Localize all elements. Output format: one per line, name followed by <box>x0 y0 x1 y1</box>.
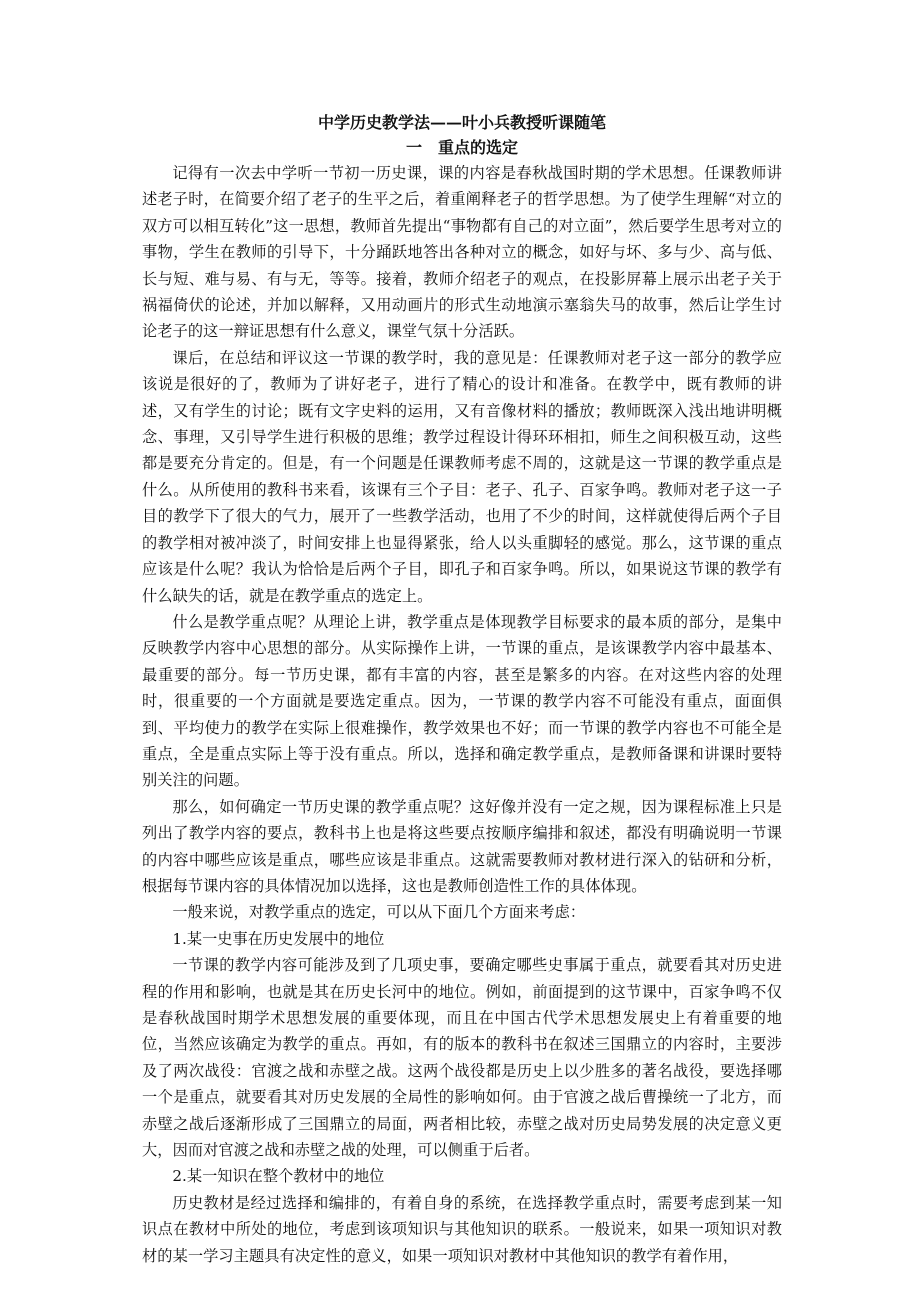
paragraph: 课后，在总结和评议这一节课的教学时，我的意见是：任课教师对老子这一部分的教学应该说是很好的了，教师为了讲好老子，进行了精心的设计和准备。在教学中，既有教师的讲述，又有学生的讨论；既有文字史料的运用，又有音像材料的播放；教师既深入浅出地讲明概念、事理，又引导学生进行积极的思维；教学过程设计得环环相扣，师生之间积极互动，这些都是要充分肯定的。但是，有一个问题是任课教师考虑不周的，这就是这一节课的教学重点是什么。从所使用的教科书来看，该课有三个子目：老子、孔子、百家争鸣。教师对老子这一子目的教学下了很大的气力，展开了一些教学活动，也用了不少的时间，这样就使得后两个子目的教学相对被冲淡了，时间安排上也显得紧张，给人以头重脚轻的感觉。那么，这节课的重点应该是什么呢？我认为恰恰是后两个子目，即孔子和百家争鸣。所以，如果说这节课的教学有什么缺失的话，就是在教学重点的选定上。 <box>142 348 782 605</box>
section-title: 一 重点的选定 <box>405 138 518 157</box>
paragraph: 历史教材是经过选择和编排的，有着自身的系统，在选择教学重点时，需要考虑到某一知识点在教材中所处的地位，考虑到该项知识与其他知识的联系。一般说来，如果一项知识对教材的某一学习主题具有决定性的意义，如果一项知识对教材中其他知识的教学有着作用， <box>142 1193 782 1265</box>
paragraph: 记得有一次去中学听一节初一历史课，课的内容是春秋战国时期的学术思想。任课教师讲述老子时，在简要介绍了老子的生平之后，着重阐释老子的哲学思想。为了使学生理解“对立的双方可以相互转化”这一思想，教师首先提出“事物都有自己的对立面”，然后要学生思考对立的事物，学生在教师的引导下，十分踊跃地答出各种对立的概念，如好与坏、多与少、高与低、长与短、难与易、有与无，等等。接着，教师介绍老子的观点，在投影屏幕上展示出老子关于祸福倚伏的论述，并加以解释，又用动画片的形式生动地演示塞翁失马的故事，然后让学生讨论老子的这一辩证思想有什么意义，课堂气氛十分活跃。 <box>142 164 782 341</box>
paragraph: 什么是教学重点呢？从理论上讲，教学重点是体现教学目标要求的最本质的部分，是集中反映教学内容中心思想的部分。从实际操作上讲，一节课的重点，是该课教学内容中最基本、最重要的部分。每一节历史课，都有丰富的内容，甚至是繁多的内容。在对这些内容的处理时，很重要的一个方面就是要选定重点。因为，一节课的教学内容不可能没有重点，面面俱到、平均使力的教学在实际上很难操作，教学效果也不好；而一节课的教学内容也不可能全是重点，全是重点实际上等于没有重点。所以，选择和确定教学重点，是教师备课和讲课时要特别关注的问题。 <box>142 612 782 790</box>
paragraph: 一节课的教学内容可能涉及到了几项史事，要确定哪些史事属于重点，就要看其对历史进程的作用和影响，也就是其在历史长河中的地位。例如，前面提到的这节课中，百家争鸣不仅是春秋战国时期学术思想发展的重要体现，而且在中国古代学术思想发展史上有着重要的地位，当然应该确定为教学的重点。再如，有的版本的教科书在叙述三国鼎立的内容时，主要涉及了两次战役：官渡之战和赤壁之战。这两个战役都是历史上以少胜多的著名战役，要选择哪一个是重点，就要看其对历史发展的全局性的影响如何。由于官渡之战后曹操统一了北方，而赤壁之战后逐渐形成了三国鼎立的局面，两者相比较，赤壁之战对历史局势发展的决定意义更大，因而对官渡之战和赤壁之战的处理，可以侧重于后者。 <box>142 956 782 1160</box>
paragraph: 那么，如何确定一节历史课的教学重点呢？这好像并没有一定之规，因为课程标准上只是列出了教学内容的要点，教科书上也是将这些要点按顺序编排和叙述，都没有明确说明一节课的内容中哪些应该是重点，哪些应该是非重点。这就需要教师对教材进行深入的钻研和分析，根据每节课内容的具体情况加以选择，这也是教师创造性工作的具体体现。 <box>142 797 782 895</box>
document-body <box>142 110 782 1269</box>
subsection-heading-2: 2.某一知识在整个教材中的地位 <box>172 1167 385 1186</box>
subsection-heading-1: 1.某一史事在历史发展中的地位 <box>172 929 385 948</box>
paragraph: 一般来说，对教学重点的选定，可以从下面几个方面来考虑： <box>172 903 586 922</box>
document-title: 中学历史教学法——叶小兵教授听课随笔 <box>317 113 606 132</box>
